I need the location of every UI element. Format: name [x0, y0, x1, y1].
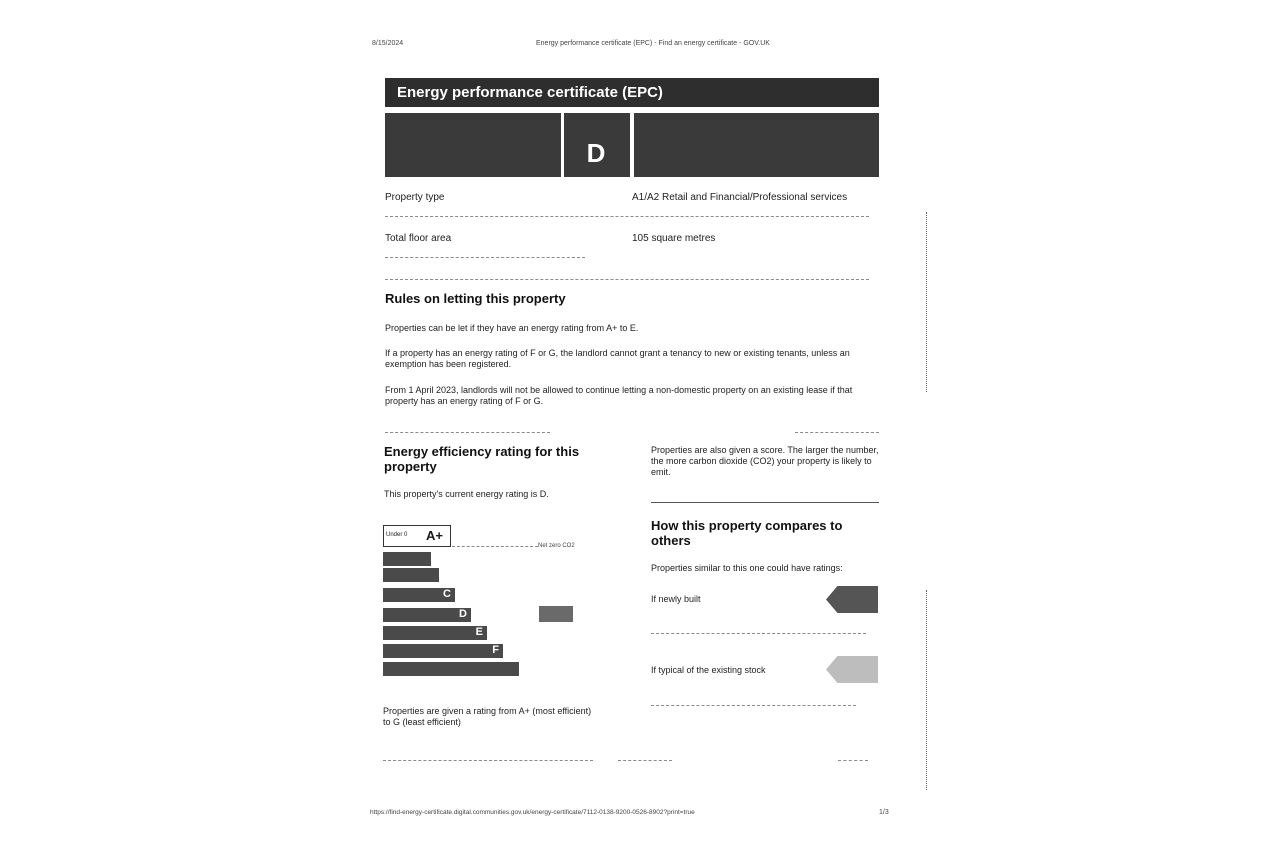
print-page-number: 1/3	[879, 809, 889, 816]
divider	[385, 432, 550, 433]
energy-rating-letter: D	[586, 138, 606, 168]
letting-rule-paragraph: From 1 April 2023, landlords will not be allowed to continue letting a non-domestic property on an existing lease if that property has an energy rating of F or G.	[385, 385, 853, 406]
efficiency-heading: Energy efficiency rating for this property	[384, 444, 580, 474]
comparison-heading: How this property compares to others	[651, 518, 843, 548]
divider	[651, 502, 879, 503]
divider	[651, 705, 856, 706]
divider	[385, 216, 869, 217]
rating-scale	[383, 552, 583, 682]
floor-area-label: Total floor area	[385, 233, 452, 244]
typical-stock-rating-arrow	[826, 656, 878, 683]
divider	[383, 760, 593, 761]
score-text: Properties are also given a score. The larger the number, the more carbon dioxide (CO2) your property is likely to emit.	[651, 445, 879, 477]
divider	[385, 279, 869, 280]
letting-rule-paragraph: If a property has an energy rating of F or G, the landlord cannot grant a tenancy to new or existing tenants, unless an exemption has been registered.	[385, 348, 850, 369]
letting-rules-heading: Rules on letting this property	[385, 291, 566, 306]
rating-band	[383, 662, 519, 676]
certificate-header-right	[634, 113, 879, 177]
print-date: 8/15/2024	[372, 40, 404, 47]
net-zero-leader	[452, 546, 538, 547]
rating-band: C	[383, 588, 455, 602]
comparison-intro: Properties similar to this one could have ratings:	[651, 563, 843, 573]
rating-range-text: Properties are given a rating from A+ (most efficient) to G (least efficient)	[383, 706, 592, 727]
property-type-value: A1/A2 Retail and Financial/Professional services	[632, 192, 848, 203]
print-url: https://find-energy-certificate.digital.communities.gov.uk/energy-certificate/7112-0138-9200-0526-8902?print=true	[370, 809, 695, 816]
rating-band: E	[383, 626, 487, 640]
newly-built-rating-arrow	[826, 586, 878, 613]
scan-edge-mark	[926, 212, 927, 392]
divider	[838, 760, 868, 761]
net-zero-label: Net zero CO2	[538, 543, 575, 549]
current-rating-text: This property's current energy rating is D.	[384, 489, 549, 499]
rating-band	[383, 552, 431, 566]
certificate-title: Energy performance certificate (EPC)	[397, 84, 663, 101]
divider	[651, 633, 866, 634]
floor-area-value: 105 square metres	[632, 233, 716, 244]
divider	[385, 257, 585, 258]
scan-edge-mark	[926, 590, 927, 790]
divider	[795, 432, 879, 433]
rating-band: D	[383, 608, 471, 622]
newly-built-label: If newly built	[651, 594, 701, 604]
current-rating-pointer	[539, 606, 573, 622]
a-plus-band	[383, 525, 451, 547]
property-type-label: Property type	[385, 192, 445, 203]
rating-band: F	[383, 644, 503, 658]
a-plus-band-letter: A+	[426, 528, 443, 543]
a-plus-band-label: Under 0	[386, 532, 408, 538]
typical-stock-label: If typical of the existing stock	[651, 665, 766, 675]
letting-rule-paragraph: Properties can be let if they have an energy rating from A+ to E.	[385, 323, 639, 333]
rating-band	[383, 568, 439, 582]
divider	[618, 760, 672, 761]
certificate-header-left	[385, 113, 561, 177]
print-page-title: Energy performance certificate (EPC) - Find an energy certificate - GOV.UK	[536, 40, 770, 47]
